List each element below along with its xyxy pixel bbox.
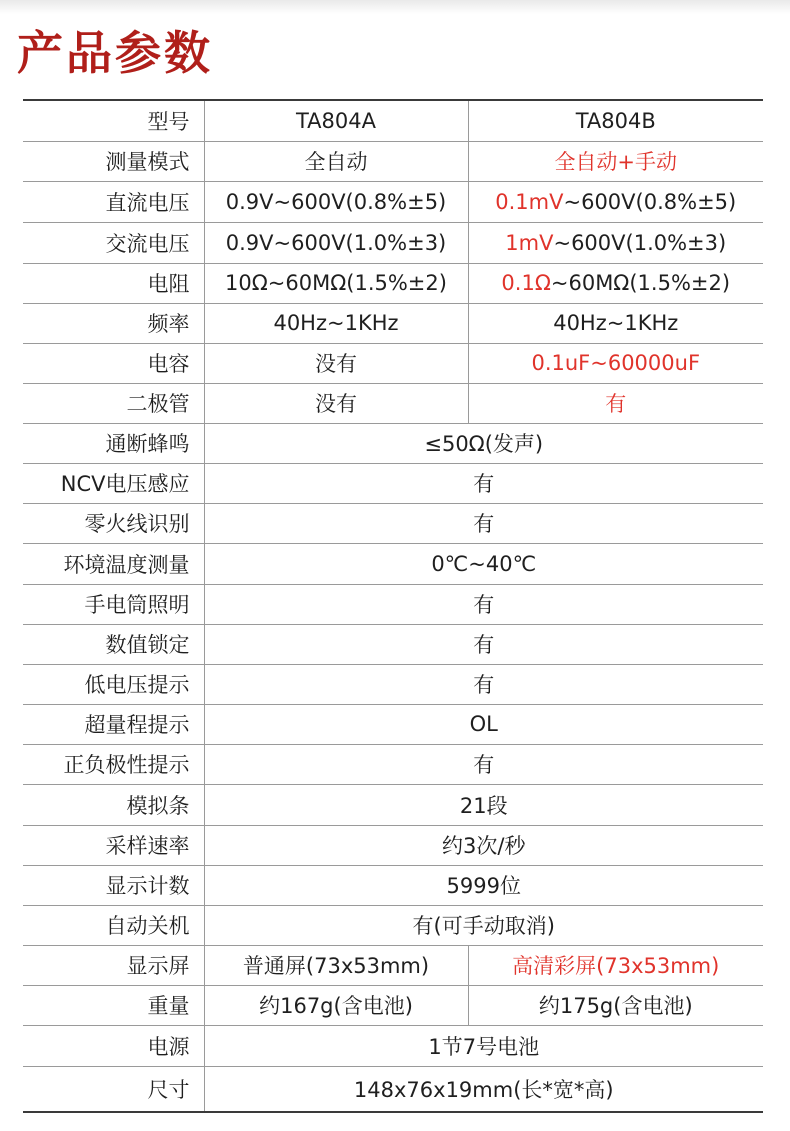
- spec-label: 尺寸: [147, 1077, 190, 1102]
- spec-value-rest: ~600V(0.8%±5): [563, 189, 737, 214]
- spec-label: 环境温度测量: [23, 543, 204, 584]
- spec-value-a: 约167g(含电池): [204, 985, 468, 1025]
- spec-table: [23, 99, 763, 1113]
- spec-value-b: [468, 222, 763, 263]
- spec-value-highlight: 0.1mV: [495, 189, 564, 214]
- spec-label: 显示屏: [23, 945, 204, 985]
- spec-value-highlight: 1mV: [505, 230, 554, 255]
- spec-label: 交流电压: [23, 222, 204, 263]
- spec-value-b: 全自动+手动: [468, 141, 763, 181]
- spec-row-power: [23, 1025, 763, 1066]
- spec-row-auto-off: [23, 905, 763, 945]
- spec-label: 显示计数: [23, 865, 204, 905]
- spec-label: 手电筒照明: [23, 584, 204, 624]
- spec-row-temperature: [23, 543, 763, 584]
- spec-value: 5999位: [204, 865, 763, 905]
- spec-value-b: 约175g(含电池): [468, 985, 763, 1025]
- spec-value-b: 40Hz~1KHz: [468, 303, 763, 343]
- spec-label: 正负极性提示: [23, 744, 204, 784]
- spec-label: 数值锁定: [23, 624, 204, 664]
- spec-value-a: 40Hz~1KHz: [204, 303, 468, 343]
- spec-label: 自动关机: [23, 905, 204, 945]
- spec-value: OL: [204, 704, 763, 744]
- top-shadow: [0, 0, 790, 14]
- spec-row-display: [23, 945, 763, 985]
- spec-row-data-hold: [23, 624, 763, 664]
- spec-value: ≤50Ω(发声): [204, 423, 763, 463]
- spec-row-low-battery: [23, 664, 763, 704]
- spec-row-capacitance: [23, 343, 763, 383]
- spec-row-dimensions: [23, 1066, 763, 1112]
- spec-row-model: [23, 100, 763, 141]
- spec-row-polarity: [23, 744, 763, 784]
- spec-value-b: [468, 181, 763, 222]
- spec-label: 低电压提示: [23, 664, 204, 704]
- spec-value: 21段: [204, 784, 763, 825]
- page-title: 产品参数: [17, 26, 213, 80]
- spec-value-b: 高清彩屏(73x53mm): [468, 945, 763, 985]
- spec-label: 二极管: [23, 383, 204, 423]
- spec-label: 通断蜂鸣: [23, 423, 204, 463]
- spec-value-highlight: 0.1Ω: [501, 271, 551, 295]
- spec-row-ncv: [23, 463, 763, 503]
- spec-row-frequency: [23, 303, 763, 343]
- spec-row-weight: [23, 985, 763, 1025]
- spec-row-display-count: [23, 865, 763, 905]
- spec-value-a: 全自动: [204, 141, 468, 181]
- spec-row-analog-bar: [23, 784, 763, 825]
- spec-row-live-neutral: [23, 503, 763, 543]
- spec-label: 直流电压: [23, 181, 204, 222]
- spec-row-overload: [23, 704, 763, 744]
- spec-row-resistance: [23, 263, 763, 303]
- spec-value: 有: [204, 664, 763, 704]
- spec-row-ac-voltage: [23, 222, 763, 263]
- spec-value: 0℃~40℃: [204, 543, 763, 584]
- spec-value-b: 有: [468, 383, 763, 423]
- spec-label: 模拟条: [23, 784, 204, 825]
- spec-value-b: 0.1uF~60000uF: [468, 343, 763, 383]
- spec-value-rest: ~60MΩ(1.5%±2): [550, 271, 731, 295]
- spec-row-diode: [23, 383, 763, 423]
- spec-value-a: 0.9V~600V(0.8%±5): [204, 181, 468, 222]
- spec-value: 有: [204, 463, 763, 503]
- spec-label: 超量程提示: [23, 704, 204, 744]
- spec-value: 有: [204, 744, 763, 784]
- spec-value: 有: [204, 624, 763, 664]
- spec-value-a: 没有: [204, 343, 468, 383]
- spec-value: 约3次/秒: [204, 825, 763, 865]
- spec-label: 型号: [23, 100, 204, 141]
- spec-value: 有: [204, 503, 763, 543]
- spec-row-sampling-rate: [23, 825, 763, 865]
- spec-value-a: 0.9V~600V(1.0%±3): [204, 222, 468, 263]
- spec-row-mode: [23, 141, 763, 181]
- spec-value: 有(可手动取消): [204, 905, 763, 945]
- spec-label: NCV电压感应: [23, 463, 204, 503]
- spec-label: 采样速率: [23, 825, 204, 865]
- spec-label: 电容: [23, 343, 204, 383]
- spec-value: 有: [204, 584, 763, 624]
- spec-label: 频率: [23, 303, 204, 343]
- spec-value-a: 10Ω~60MΩ(1.5%±2): [204, 263, 468, 303]
- spec-value: 148x76x19mm(长*宽*高): [204, 1066, 763, 1112]
- spec-value-a: 没有: [204, 383, 468, 423]
- spec-row-flashlight: [23, 584, 763, 624]
- spec-value-b: [468, 263, 763, 303]
- spec-value-rest: ~600V(1.0%±3): [553, 230, 727, 255]
- spec-row-dc-voltage: [23, 181, 763, 222]
- spec-label: 测量模式: [23, 141, 204, 181]
- spec-value-a: 普通屏(73x53mm): [204, 945, 468, 985]
- spec-label: 零火线识别: [23, 503, 204, 543]
- spec-value-b: TA804B: [468, 100, 763, 141]
- spec-label: 重量: [23, 985, 204, 1025]
- spec-value: 1节7号电池: [204, 1025, 763, 1066]
- spec-value-a: TA804A: [204, 100, 468, 141]
- spec-row-continuity: [23, 423, 763, 463]
- spec-label: 电阻: [23, 263, 204, 303]
- spec-label: 电源: [23, 1025, 204, 1066]
